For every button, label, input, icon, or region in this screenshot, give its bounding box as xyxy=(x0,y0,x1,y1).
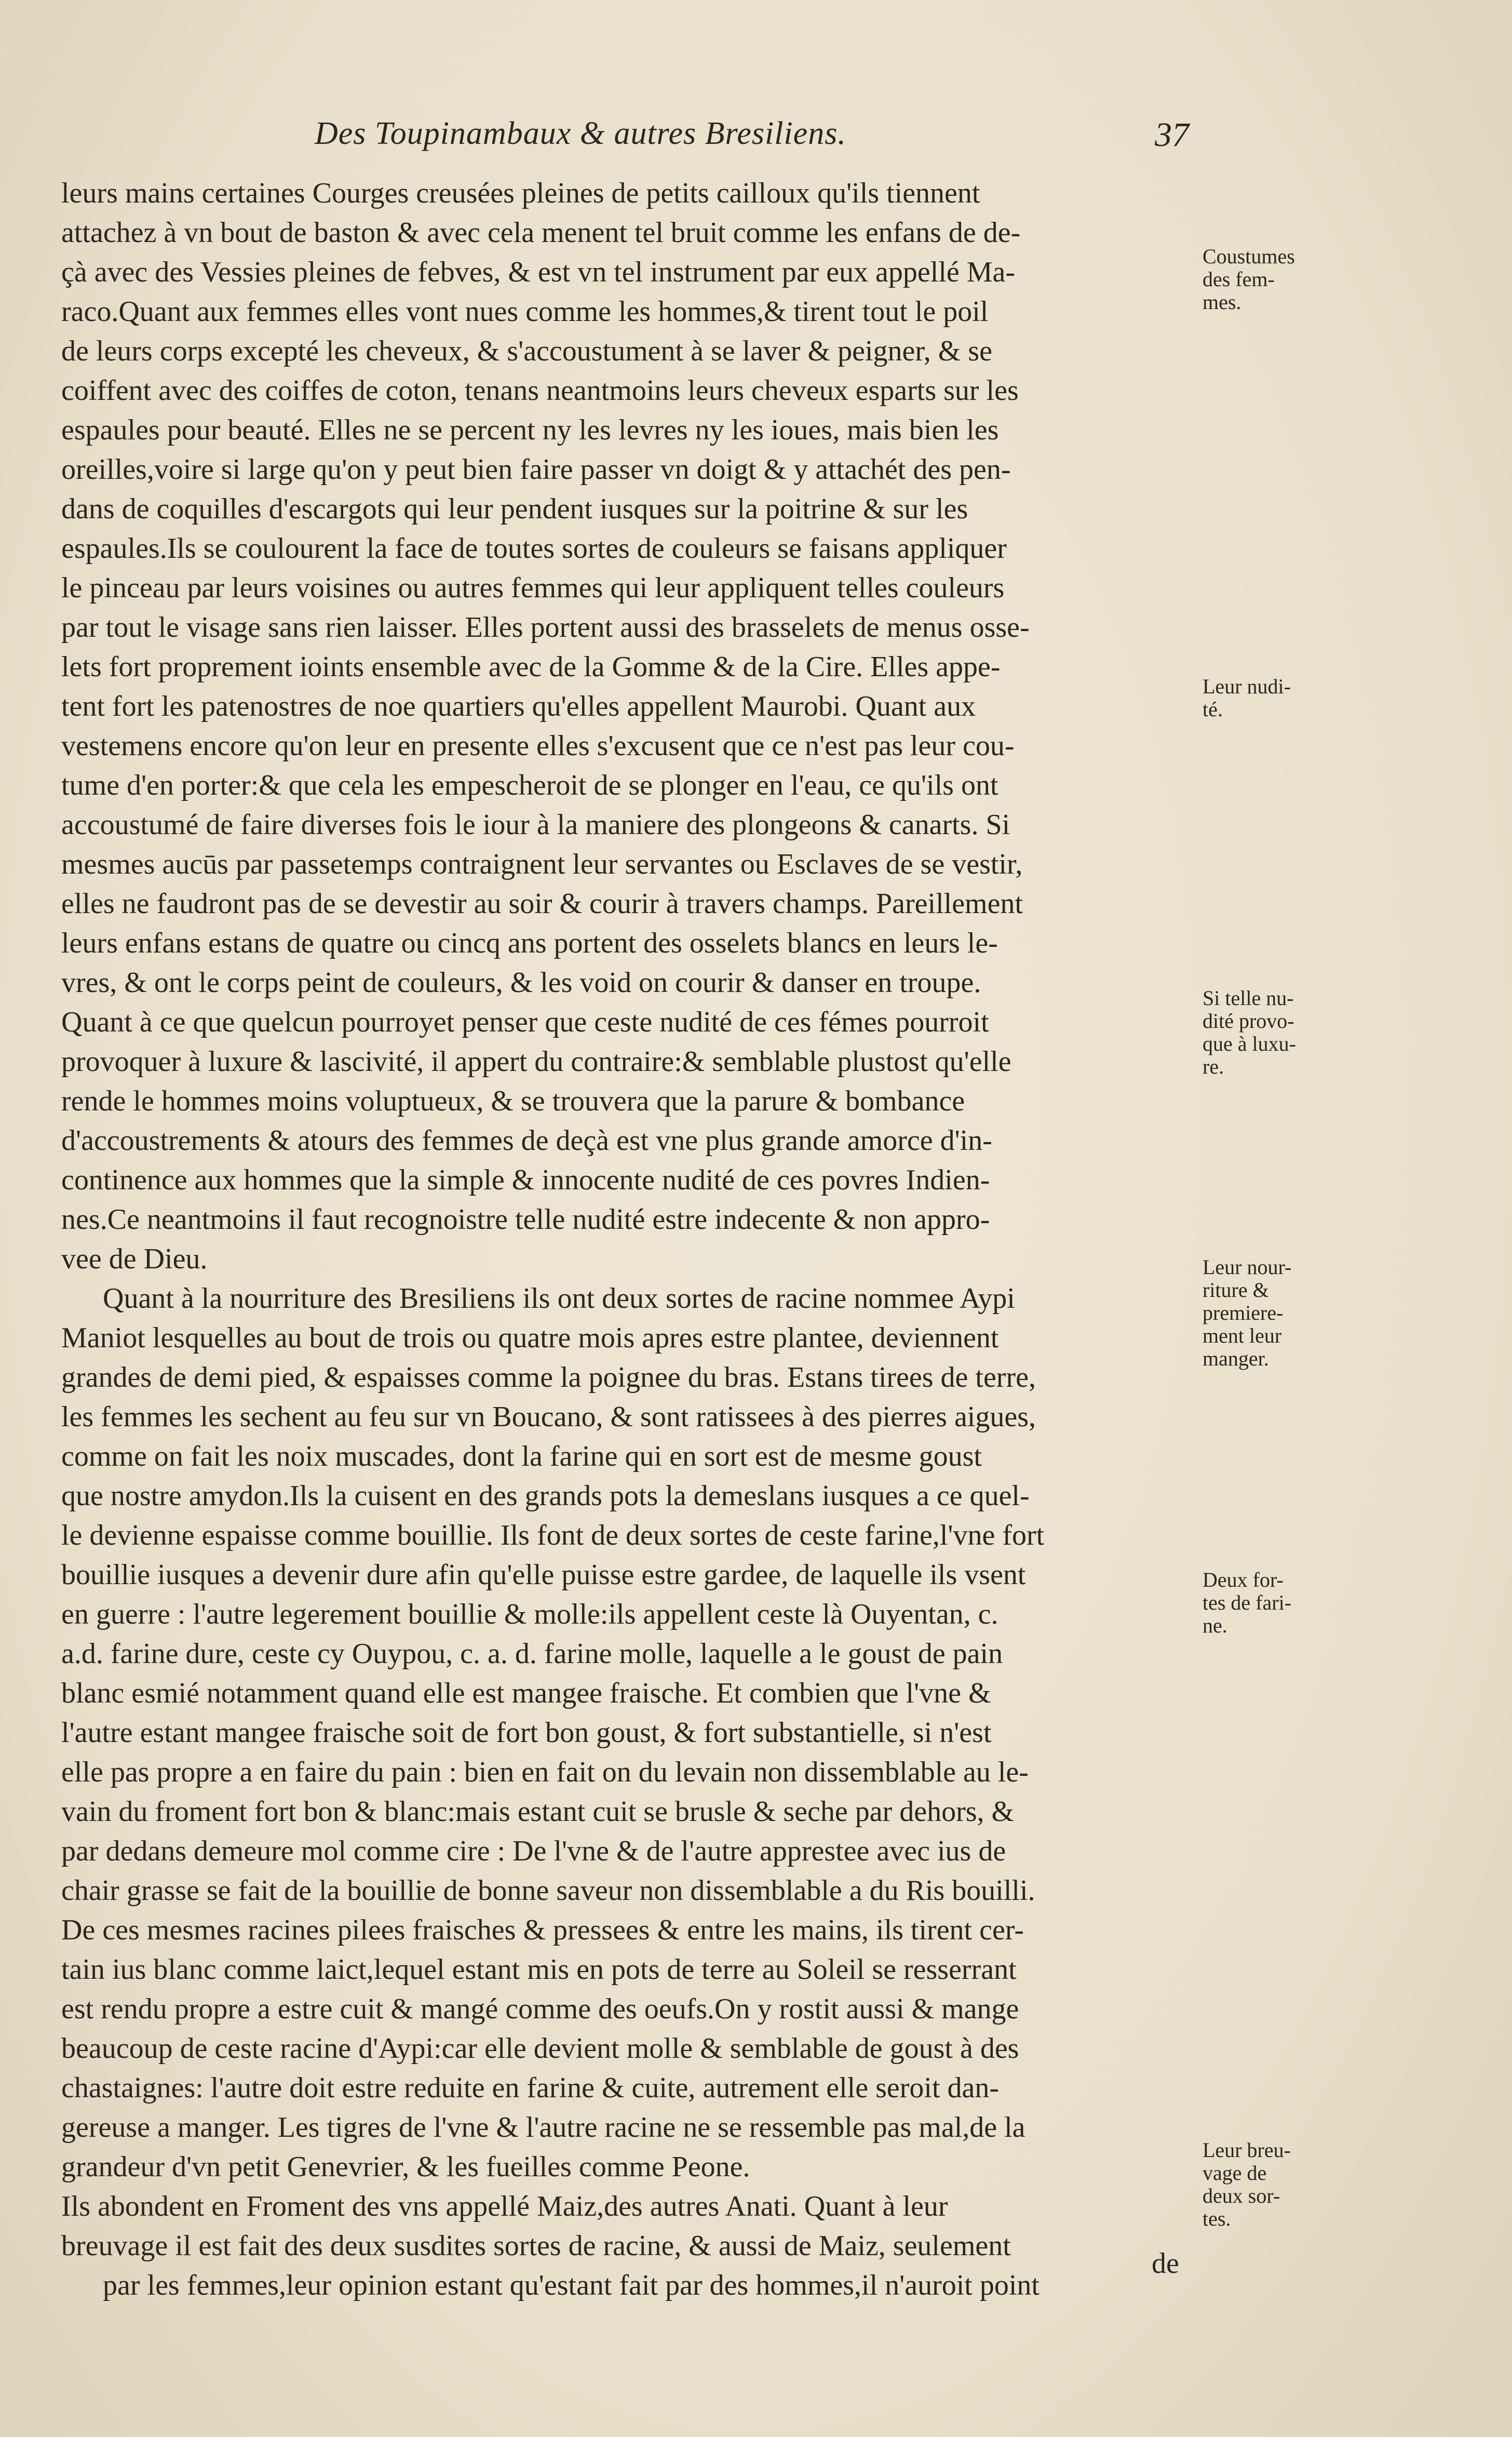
text-line: tume d'en porter:& que cela les empescheroit de se plonger en l'eau, ce qu'ils ont xyxy=(61,769,998,801)
text-line: Maniot lesquelles au bout de trois ou quatre mois apres estre plantee, deviennent xyxy=(61,1322,999,1354)
text-line: Quant à ce que quelcun pourroyet penser que ceste nudité de ces fémes pourroit xyxy=(61,1006,989,1038)
text-line: dans de coquilles d'escargots qui leur pendent iusques sur la poitrine & sur les xyxy=(61,493,968,525)
margin-note xyxy=(1203,1256,1332,1370)
margin-note-line: Leur nour- xyxy=(1203,1255,1292,1279)
text-line: grandeur d'vn petit Genevrier, & les fueilles comme Peone. xyxy=(61,2151,750,2183)
margin-note xyxy=(1203,1569,1332,1637)
text-line: les femmes les sechent au feu sur vn Boucano, & sont ratissees à des pierres aigues, xyxy=(61,1401,1036,1433)
margin-note-line: premiere- xyxy=(1203,1301,1284,1324)
text-line: blanc esmié notamment quand elle est mangee fraische. Et combien que l'vne & xyxy=(61,1677,991,1709)
text-line: bouillie iusques a devenir dure afin qu'elle puisse estre gardee, de laquelle ils vsent xyxy=(61,1559,1026,1591)
text-line: le pinceau par leurs voisines ou autres femmes qui leur appliquent telles couleurs xyxy=(61,572,1005,604)
text-line: accoustumé de faire diverses fois le iour à la maniere des plongeons & canarts. Si xyxy=(61,809,1010,841)
margin-note-line: Si telle nu- xyxy=(1203,986,1294,1010)
text-line: tent fort les patenostres de noe quartiers qu'elles appellent Maurobi. Quant aux xyxy=(61,690,976,722)
text-line: provoquer à luxure & lascivité, il appert du contraire:& semblable plustost qu'elle xyxy=(61,1046,1011,1078)
text-line: par les femmes,leur opinion estant qu'estant fait par des hommes,il n'auroit point xyxy=(103,2269,1040,2301)
margin-note-line: dité provo- xyxy=(1203,1009,1294,1033)
text-line: espaules.Ils se coulourent la face de toutes sortes de couleurs se faisans appliquer xyxy=(61,532,1007,565)
text-line: elle pas propre a en faire du pain : bien en fait on du levain non dissemblable au le- xyxy=(61,1756,1029,1788)
margin-note-line: deux sor- xyxy=(1203,2184,1280,2207)
margin-note-line: des fem- xyxy=(1203,267,1275,291)
text-line: leurs mains certaines Courges creusées pleines de petits cailloux qu'ils tiennent xyxy=(61,177,980,209)
text-line: beaucoup de ceste racine d'Aypi:car elle devient molle & semblable de goust à des xyxy=(61,2032,1019,2065)
text-line: a.d. farine dure, ceste cy Ouypou, c. a. d. farine molle, laquelle a le goust de pain xyxy=(61,1638,1003,1670)
page-number: 37 xyxy=(1155,116,1189,154)
margin-note xyxy=(1203,987,1332,1078)
text-line: grandes de demi pied, & espaisses comme la poignee du bras. Estans tirees de terre, xyxy=(61,1361,1036,1394)
margin-note-line: Coustumes xyxy=(1203,245,1295,268)
text-line: raco.Quant aux femmes elles vont nues comme les hommes,& tirent tout le poil xyxy=(61,296,989,328)
margin-note xyxy=(1203,245,1332,314)
running-head: Des Toupinambaux & autres Bresiliens. xyxy=(315,116,846,151)
text-line: l'autre estant mangee fraische soit de fort bon goust, & fort substantielle, si n'est xyxy=(61,1717,992,1749)
margin-note-line: ment leur xyxy=(1203,1324,1282,1347)
text-line: tain ius blanc comme laict,lequel estant mis en pots de terre au Soleil se resserrant xyxy=(61,1953,1017,1986)
text-line: çà avec des Vessies pleines de febves, & est vn tel instrument par eux appellé Ma- xyxy=(61,256,1016,288)
text-line: elles ne faudront pas de se devestir au soir & courir à travers champs. Pareillement xyxy=(61,888,1023,920)
text-line: chair grasse se fait de la bouillie de bonne saveur non dissemblable a du Ris bouilli. xyxy=(61,1874,1035,1907)
text-line: le devienne espaisse comme bouillie. Ils font de deux sortes de ceste farine,l'vne fort xyxy=(61,1519,1045,1551)
text-line: De ces mesmes racines pilees fraisches & pressees & entre les mains, ils tirent cer- xyxy=(61,1914,1024,1946)
margin-note-line: re. xyxy=(1203,1055,1224,1078)
text-line: rende le hommes moins voluptueux, & se trouvera que la parure & bombance xyxy=(61,1085,965,1117)
margin-note xyxy=(1203,675,1332,721)
text-line: mesmes aucūs par passetemps contraignent leur servantes ou Esclaves de se vestir, xyxy=(61,848,1023,880)
margin-note-line: ne. xyxy=(1203,1614,1227,1637)
margin-note-line: Deux for- xyxy=(1203,1568,1284,1591)
text-line: vres, & ont le corps peint de couleurs, & les void on courir & danser en troupe. xyxy=(61,967,981,999)
text-line: chastaignes: l'autre doit estre reduite en farine & cuite, autrement elle seroit dan- xyxy=(61,2072,999,2104)
text-line: vestemens encore qu'on leur en presente elles s'excusent que ce n'est pas leur cou- xyxy=(61,730,1015,762)
text-line: par tout le visage sans rien laisser. Elles portent aussi des brasselets de menus osse- xyxy=(61,611,1030,644)
text-line: vee de Dieu. xyxy=(61,1243,208,1275)
text-line: oreilles,voire si large qu'on y peut bien faire passer vn doigt & y attachét des pen- xyxy=(61,453,1011,486)
text-line: breuvage il est fait des deux susdites sortes de racine, & aussi de Maiz, seulement xyxy=(61,2230,1011,2262)
text-line: lets fort proprement ioints ensemble avec de la Gomme & de la Cire. Elles appe- xyxy=(61,651,1001,683)
text-line: gereuse a manger. Les tigres de l'vne & l'autre racine ne se ressemble pas mal,de la xyxy=(61,2111,1025,2144)
text-line: espaules pour beauté. Elles ne se percent ny les levres ny les ioues, mais bien les xyxy=(61,414,999,446)
text-line: d'accoustrements & atours des femmes de deçà est vne plus grande amorce d'in- xyxy=(61,1124,992,1157)
text-line: Quant à la nourriture des Bresiliens ils ont deux sortes de racine nommee Aypi xyxy=(103,1282,1015,1315)
text-line: leurs enfans estans de quatre ou cincq ans portent des osselets blancs en leurs le- xyxy=(61,927,998,959)
text-line: comme on fait les noix muscades, dont la farine qui en sort est de mesme goust xyxy=(61,1440,982,1472)
text-line: en guerre : l'autre legerement bouillie & molle:ils appellent ceste là Ouyentan, c. xyxy=(61,1598,998,1630)
text-line: vain du froment fort bon & blanc:mais estant cuit se brusle & seche par dehors, & xyxy=(61,1796,1015,1828)
text-line: attachez à vn bout de baston & avec cela menent tel bruit comme les enfans de de- xyxy=(61,217,1021,249)
margin-note-line: té. xyxy=(1203,698,1223,721)
margin-note-line: tes de fari- xyxy=(1203,1591,1292,1614)
margin-note-line: vage de xyxy=(1203,2161,1267,2185)
margin-note-line: Leur nudi- xyxy=(1203,675,1291,698)
text-line: continence aux hommes que la simple & innocente nudité de ces povres Indien- xyxy=(61,1164,990,1196)
margin-note-line: mes. xyxy=(1203,290,1241,314)
margin-note-line: manger. xyxy=(1203,1347,1269,1370)
margin-note xyxy=(1203,2139,1332,2230)
text-line: par dedans demeure mol comme cire : De l'vne & de l'autre apprestee avec ius de xyxy=(61,1835,1006,1867)
catchword: de xyxy=(1152,2247,1179,2280)
text-line: coiffent avec des coiffes de coton, tenans neantmoins leurs cheveux esparts sur les xyxy=(61,374,1019,407)
margin-note-line: riture & xyxy=(1203,1278,1269,1302)
margin-note-line: Leur breu- xyxy=(1203,2138,1291,2162)
margin-note-line: tes. xyxy=(1203,2207,1231,2230)
margin-note-line: que à luxu- xyxy=(1203,1032,1296,1055)
text-line: de leurs corps excepté les cheveux, & s'accoustument à se laver & peigner, & se xyxy=(61,335,992,367)
text-line: que nostre amydon.Ils la cuisent en des grands pots la demeslans iusques a ce quel- xyxy=(61,1480,1030,1512)
text-line: est rendu propre a estre cuit & mangé comme des oeufs.On y rostit aussi & mange xyxy=(61,1993,1019,2025)
text-line: Ils abondent en Froment des vns appellé Maiz,des autres Anati. Quant à leur xyxy=(61,2190,948,2222)
text-line: nes.Ce neantmoins il faut recognoistre telle nudité estre indecente & non appro- xyxy=(61,1203,990,1236)
